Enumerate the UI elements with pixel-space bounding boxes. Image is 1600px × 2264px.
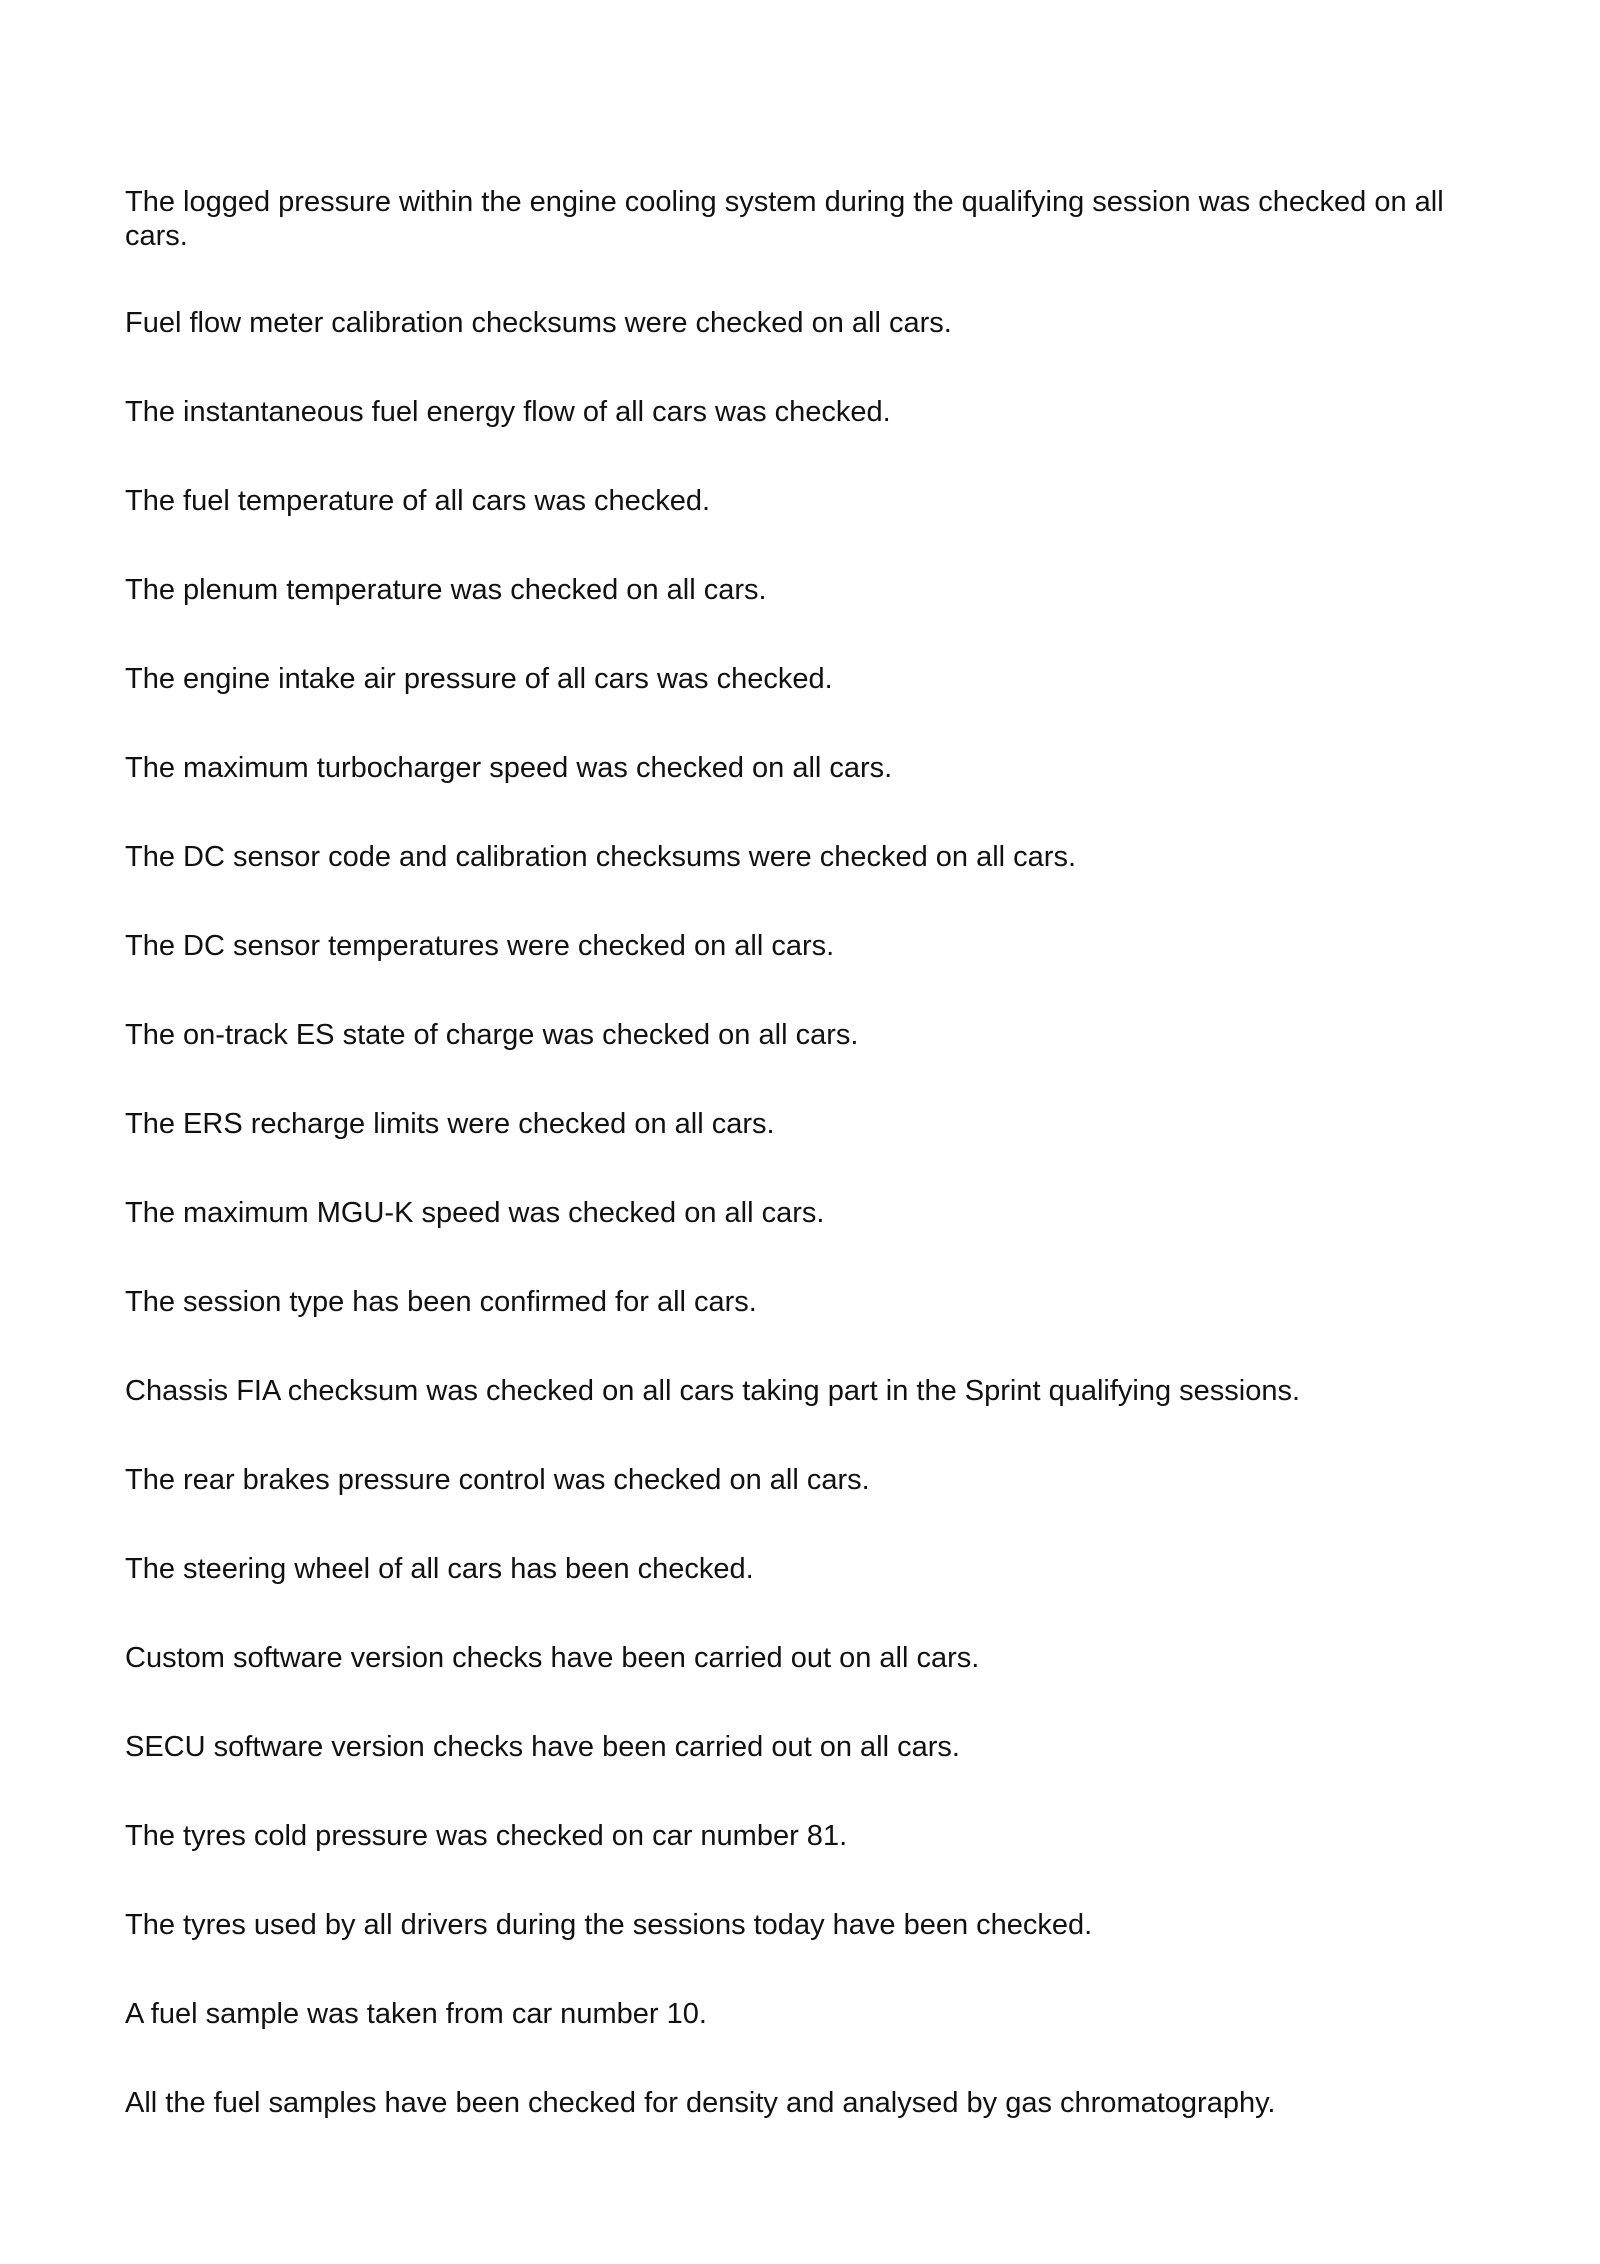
- paragraph-fuel-sample: A fuel sample was taken from car number 10.: [125, 1998, 707, 2030]
- paragraph-plenum-temperature: The plenum temperature was checked on all cars.: [125, 574, 767, 606]
- paragraph-mgu-k-speed: The maximum MGU-K speed was checked on all cars.: [125, 1197, 825, 1229]
- paragraph-turbocharger-speed: The maximum turbocharger speed was checked on all cars.: [125, 752, 893, 784]
- paragraph-dc-sensor-checksums: The DC sensor code and calibration checksums were checked on all cars.: [125, 841, 1077, 873]
- paragraph-tyres-used: The tyres used by all drivers during the sessions today have been checked.: [125, 1909, 1093, 1941]
- paragraph-rear-brakes: The rear brakes pressure control was checked on all cars.: [125, 1464, 870, 1496]
- paragraph-fuel-energy-flow: The instantaneous fuel energy flow of all cars was checked.: [125, 396, 891, 428]
- paragraph-fuel-flow-meter: Fuel flow meter calibration checksums were checked on all cars.: [125, 307, 952, 339]
- document-body: [125, 185, 1485, 2175]
- paragraph-session-type: The session type has been confirmed for all cars.: [125, 1286, 757, 1318]
- paragraph-ers-recharge-limits: The ERS recharge limits were checked on all cars.: [125, 1108, 775, 1140]
- paragraph-secu-software: SECU software version checks have been carried out on all cars.: [125, 1731, 960, 1763]
- paragraph-chassis-checksum: Chassis FIA checksum was checked on all cars taking part in the Sprint qualifying sessions.: [125, 1375, 1301, 1407]
- paragraph-dc-sensor-temperatures: The DC sensor temperatures were checked on all cars.: [125, 930, 835, 962]
- paragraph-tyre-cold-pressure: The tyres cold pressure was checked on car number 81.: [125, 1820, 848, 1852]
- paragraph-steering-wheel: The steering wheel of all cars has been checked.: [125, 1553, 754, 1585]
- paragraph-intake-air-pressure: The engine intake air pressure of all cars was checked.: [125, 663, 833, 695]
- paragraph-fuel-temperature: The fuel temperature of all cars was checked.: [125, 485, 711, 517]
- paragraph-custom-software: Custom software version checks have been carried out on all cars.: [125, 1642, 980, 1674]
- paragraph-cooling-pressure: The logged pressure within the engine cooling system during the qualifying session was checked on all cars.: [125, 186, 1444, 252]
- paragraph-es-state-of-charge: The on-track ES state of charge was checked on all cars.: [125, 1019, 859, 1051]
- paragraph-fuel-analysis: All the fuel samples have been checked for density and analysed by gas chromatography.: [125, 2087, 1276, 2119]
